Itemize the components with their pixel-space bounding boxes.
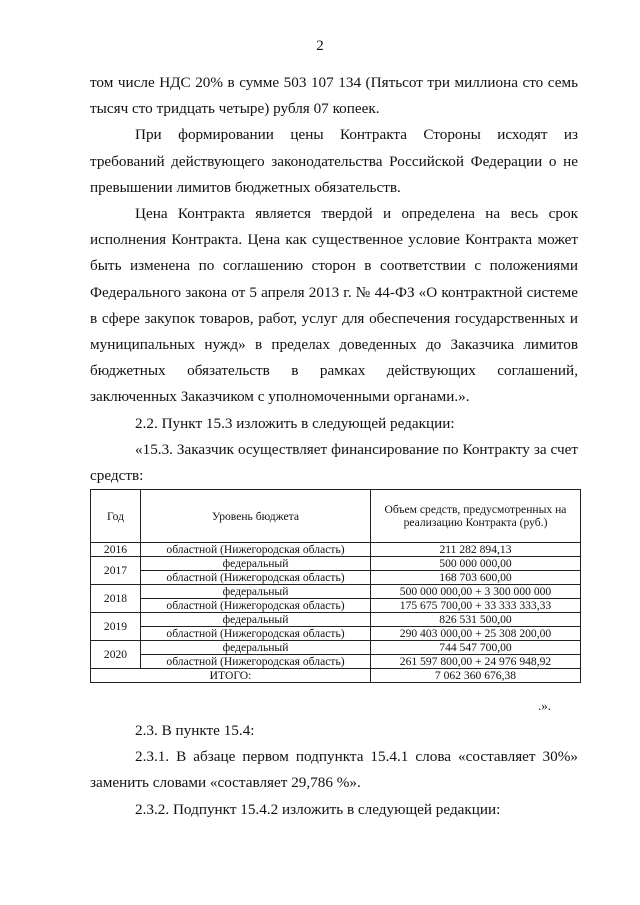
table-header-row (91, 490, 581, 543)
level-cell: областной (Нижегородская область) (141, 571, 371, 585)
volume-cell: 500 000 000,00 + 3 300 000 000 (371, 585, 581, 599)
paragraph-clause-2-3: 2.3. В пункте 15.4: (135, 722, 255, 739)
level-cell: областной (Нижегородская область) (141, 627, 371, 641)
paragraph-fixed-price: Цена Контракта является твердой и определена на весь срок исполнения Контракта. Цена как существенное условие Контракта может быть изменена по соглашению сторон в соответствии с положениями Федерального закона от 5 апреля 2013 г. № 44-ФЗ «О контрактной системе в сфере закупок товаров, работ, услуг для обеспечения государственных и муниципальных нужд» в пределах доведенных до Заказчика лимитов бюджетных обязательств в рамках действующих соглашений, заключенных Заказчиком с уполномоченными органами.». (90, 205, 578, 406)
year-cell: 2017 (91, 557, 141, 585)
volume-cell: 744 547 700,00 (371, 641, 581, 655)
page-number: 2 (316, 38, 324, 54)
body-text-bottom (90, 718, 578, 823)
table-row (91, 599, 581, 613)
header-year: Год (91, 490, 141, 543)
paragraph-clause-15-3: «15.3. Заказчик осуществляет финансирование по Контракту за счет средств: (90, 440, 578, 485)
total-label: ИТОГО: (91, 669, 371, 683)
year-cell: 2019 (91, 613, 141, 641)
table-row (91, 655, 581, 669)
table-row (91, 641, 581, 655)
level-cell: федеральный (141, 641, 371, 655)
year-cell: 2018 (91, 585, 141, 613)
table-total-row (91, 669, 581, 683)
volume-cell: 175 675 700,00 + 33 333 333,33 (371, 599, 581, 613)
table-row (91, 557, 581, 571)
year-cell: 2016 (91, 543, 141, 557)
table-row (91, 627, 581, 641)
table-row (91, 571, 581, 585)
header-budget-level: Уровень бюджета (141, 490, 371, 543)
total-value: 7 062 360 676,38 (371, 669, 581, 683)
paragraph-price-formation: При формировании цены Контракта Стороны исходят из требований действующего законодательства Российской Федерации о не превышении лимитов бюджетных обязательств. (90, 126, 578, 196)
table-row (91, 613, 581, 627)
paragraph-clause-2-3-1: 2.3.1. В абзаце первом подпункта 15.4.1 слова «составляет 30%» заменить словами «составляет 29,786 %». (90, 748, 578, 792)
closing-quote-mark: .». (538, 698, 551, 713)
paragraph-vat-amount: том числе НДС 20% в сумме 503 107 134 (Пятьсот три миллиона сто семь тысяч сто тридцать четыре) рубля 07 копеек. (90, 74, 578, 118)
table-row (91, 543, 581, 557)
year-cell: 2020 (91, 641, 141, 669)
level-cell: областной (Нижегородская область) (141, 599, 371, 613)
volume-cell: 168 703 600,00 (371, 571, 581, 585)
level-cell: федеральный (141, 557, 371, 571)
level-cell: областной (Нижегородская область) (141, 655, 371, 669)
body-text-top (90, 70, 578, 489)
paragraph-clause-2-2: 2.2. Пункт 15.3 изложить в следующей редакции: (135, 414, 455, 432)
financing-table (90, 489, 581, 683)
level-cell: федеральный (141, 613, 371, 627)
volume-cell: 211 282 894,13 (371, 543, 581, 557)
volume-cell: 826 531 500,00 (371, 613, 581, 627)
volume-cell: 261 597 800,00 + 24 976 948,92 (371, 655, 581, 669)
paragraph-clause-2-3-2: 2.3.2. Подпункт 15.4.2 изложить в следующей редакции: (135, 800, 501, 818)
volume-cell: 500 000 000,00 (371, 557, 581, 571)
level-cell: областной (Нижегородская область) (141, 543, 371, 557)
header-volume: Объем средств, предусмотренных на реализацию Контракта (руб.) (371, 490, 581, 543)
volume-cell: 290 403 000,00 + 25 308 200,00 (371, 627, 581, 641)
table-row (91, 585, 581, 599)
level-cell: федеральный (141, 585, 371, 599)
